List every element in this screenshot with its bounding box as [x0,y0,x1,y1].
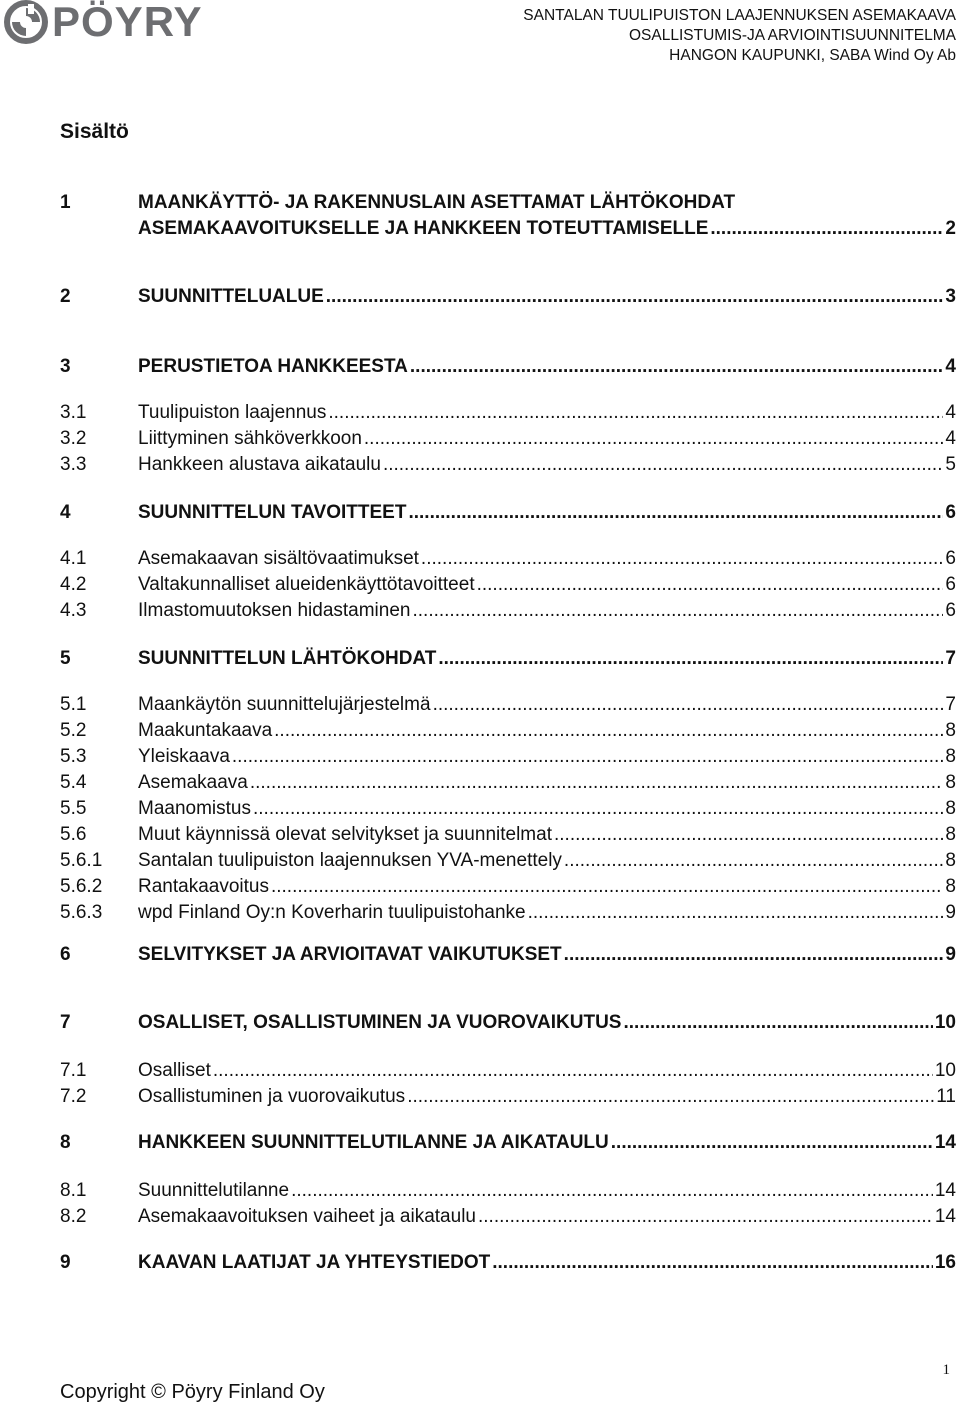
toc-entry-page: 5 [945,454,956,475]
toc-entry-title: MAANKÄYTTÖ- JA RAKENNUSLAIN ASETTAMAT LÄHTÖKOHDAT [138,192,736,213]
toc-leader-dots [253,796,943,822]
toc-leader-dots [433,692,944,718]
toc-entry-title: Ilmastomuutoksen hidastaminen [138,600,411,621]
toc-entry-number: 5.1 [60,694,87,715]
toc-entry-number: 7.1 [60,1060,87,1081]
toc-entry[interactable] [60,900,956,926]
toc-entry-page: 10 [934,1012,956,1033]
toc-entry-number: 8.1 [60,1180,87,1201]
toc-entry-number: 3.2 [60,428,87,449]
toc-entry-title: Yleiskaava [138,746,230,767]
toc-leader-dots [326,284,944,310]
toc-entry-number: 6 [60,944,71,965]
toc-entry-title: Valtakunnalliset alueidenkäyttötavoitteet [138,574,475,595]
toc-entry[interactable] [60,1058,956,1084]
toc-entry-number: 5.2 [60,720,87,741]
toc-entry[interactable] [60,500,956,526]
toc-entry[interactable] [60,822,956,848]
toc-leader-dots [232,744,944,770]
toc-entry-page: 8 [945,850,956,871]
toc-entry-title: SUUNNITTELUALUE [138,286,324,307]
toc-entry[interactable] [60,718,956,744]
toc-entry-number: 4.2 [60,574,87,595]
toc-entry-number: 5 [60,648,71,669]
toc-entry[interactable] [60,1010,956,1036]
toc-leader-dots [564,848,944,874]
toc-entry-page: 6 [945,600,956,621]
toc-leader-dots [478,1204,933,1230]
toc-entry[interactable] [60,1130,956,1156]
toc-entry-title: KAAVAN LAATIJAT JA YHTEYSTIEDOT [138,1252,491,1273]
toc-leader-dots [407,1084,934,1110]
toc-entry-title: Maanomistus [138,798,251,819]
toc-entry-title: Tuulipuiston laajennus [138,402,327,423]
toc-entry-page: 9 [945,902,956,923]
toc-entry-page: 8 [945,798,956,819]
logo-wordmark: PÖYRY [52,0,203,45]
toc-entry-title: Asemakaava [138,772,248,793]
toc-leader-dots [492,1250,933,1276]
toc-entry-title: Muut käynnissä olevat selvitykset ja suunnitelmat [138,824,552,845]
toc-entry-title: SUUNNITTELUN LÄHTÖKOHDAT [138,648,437,669]
toc-entry-page: 4 [945,402,956,423]
toc-entry-page: 8 [945,876,956,897]
toc-entry-title: Rantakaavoitus [138,876,269,897]
toc-entry[interactable] [60,1178,956,1204]
toc-leader-dots [250,770,944,796]
toc-leader-dots [364,426,944,452]
toc-entry-number: 4.1 [60,548,87,569]
toc-entry-number: 1 [60,192,71,213]
poyry-swirl-icon [4,0,48,44]
toc-entry-page: 3 [945,286,956,307]
page-number: 1 [942,1362,950,1378]
toc-leader-dots [291,1178,933,1204]
toc-entry-title: Asemakaavan sisältövaatimukset [138,548,419,569]
toc-leader-dots [271,874,943,900]
toc-entry[interactable] [60,942,956,968]
toc-entry[interactable] [60,1084,956,1110]
toc-entry-page: 2 [945,218,956,239]
toc-entry-title: Osallistuminen ja vuorovaikutus [138,1086,406,1107]
header-line: OSALLISTUMIS-JA ARVIOINTISUUNNITELMA [628,27,956,44]
toc-entry-page: 14 [934,1132,956,1153]
document-header [523,6,956,66]
toc-entry-page: 8 [945,746,956,767]
toc-leader-dots [611,1130,933,1156]
toc-entry[interactable] [60,190,956,216]
toc-leader-dots [383,452,943,478]
toc-entry-title: Maankäytön suunnittelujärjestelmä [138,694,431,715]
toc-entry-title: Liittyminen sähköverkkoon [138,428,362,449]
toc-entry-page: 6 [945,574,956,595]
toc-entry-title: wpd Finland Oy:n Koverharin tuulipuistohanke [138,902,526,923]
toc-entry-number: 5.4 [60,772,87,793]
copyright-notice: Copyright © Pöyry Finland Oy [60,1381,325,1403]
toc-entry[interactable] [60,796,956,822]
toc-entry-page: 6 [945,502,956,523]
toc-entry-number: 7.2 [60,1086,87,1107]
toc-entry[interactable] [60,874,956,900]
toc-entry-number: 4 [60,502,71,523]
toc-entry-title-line2: ASEMAKAAVOITUKSELLE JA HANKKEEN TOTEUTTAMISELLE [138,218,709,239]
toc-entry-number: 5.6 [60,824,87,845]
toc-entry-number: 8.2 [60,1206,87,1227]
toc-leader-dots [328,400,943,426]
toc-entry-page: 4 [945,356,956,377]
toc-entry-number: 2 [60,286,71,307]
toc-entry-number: 5.6.2 [60,876,103,897]
toc-entry[interactable] [60,770,956,796]
company-logo [4,0,202,44]
toc-entry-page: 16 [934,1252,956,1273]
toc-entry-title: SELVITYKSET JA ARVIOITAVAT VAIKUTUKSET [138,944,562,965]
toc-entry-number: 3.3 [60,454,87,475]
toc-leader-dots [412,598,943,624]
toc-entry[interactable] [60,572,956,598]
toc-entry-page: 7 [945,694,956,715]
toc-entry-title: OSALLISET, OSALLISTUMINEN JA VUOROVAIKUTUS [138,1012,622,1033]
toc-entry-number: 3 [60,356,71,377]
toc-leader-dots [554,822,943,848]
toc-entry-page: 10 [934,1060,956,1081]
header-line: SANTALAN TUULIPUISTON LAAJENNUKSEN ASEMAKAAVA [523,7,956,24]
toc-entry-number: 5.6.3 [60,902,103,923]
toc-entry-title: SUUNNITTELUN TAVOITTEET [138,502,407,523]
toc-entry-page: 8 [945,772,956,793]
toc-entry[interactable] [60,400,956,426]
toc-entry-title: Suunnittelutilanne [138,1180,290,1201]
toc-leader-dots [438,646,943,672]
toc-entry-number: 5.5 [60,798,87,819]
toc-entry[interactable] [60,1250,956,1276]
toc-entry[interactable] [60,598,956,624]
toc-entry-number: 9 [60,1252,71,1273]
toc-leader-dots [410,354,944,380]
toc-entry-title: Hankkeen alustava aikataulu [138,454,381,475]
toc-leader-dots [274,718,943,744]
toc-entry-continuation[interactable] [138,216,956,242]
toc-entry-page: 14 [934,1206,956,1227]
toc-entry[interactable] [60,744,956,770]
toc-entry[interactable] [60,646,956,672]
toc-entry-number: 8 [60,1132,71,1153]
toc-entry-page: 6 [945,548,956,569]
toc-entry-title: Osalliset [138,1060,211,1081]
toc-entry-number: 5.3 [60,746,87,767]
toc-leader-dots [477,572,944,598]
toc-leader-dots [408,500,943,526]
toc-entry-page: 8 [945,824,956,845]
toc-entry-page: 7 [945,648,956,669]
toc-entry[interactable] [60,546,956,572]
toc-entry-page: 9 [945,944,956,965]
toc-leader-dots [528,900,944,926]
toc-entry[interactable] [60,452,956,478]
toc-entry[interactable] [60,354,956,380]
toc-entry-title: Asemakaavoituksen vaiheet ja aikataulu [138,1206,476,1227]
toc-entry[interactable] [60,284,956,310]
toc-entry-title: PERUSTIETOA HANKKEESTA [138,356,408,377]
toc-entry-number: 5.6.1 [60,850,103,871]
toc-entry-number: 3.1 [60,402,87,423]
toc-entry[interactable] [60,692,956,718]
toc-entry-page: 8 [945,720,956,741]
toc-title: Sisältö [60,120,129,143]
toc-entry[interactable] [60,426,956,452]
toc-entry-title: Santalan tuulipuiston laajennuksen YVA-menettely [138,850,562,871]
toc-entry-title: HANKKEEN SUUNNITTELUTILANNE JA AIKATAULU [138,1132,609,1153]
toc-leader-dots [623,1010,932,1036]
toc-entry-page: 11 [936,1086,956,1107]
header-line: HANGON KAUPUNKI, SABA Wind Oy Ab [669,47,956,64]
toc-leader-dots [421,546,944,572]
toc-entry-page: 14 [934,1180,956,1201]
toc-entry-number: 4.3 [60,600,87,621]
toc-entry-page: 4 [945,428,956,449]
toc-leader-dots [710,216,943,242]
toc-leader-dots [564,942,944,968]
toc-entry[interactable] [60,1204,956,1230]
toc-entry-title: Maakuntakaava [138,720,273,741]
toc-entry-number: 7 [60,1012,71,1033]
toc-entry[interactable] [60,848,956,874]
toc-leader-dots [213,1058,933,1084]
